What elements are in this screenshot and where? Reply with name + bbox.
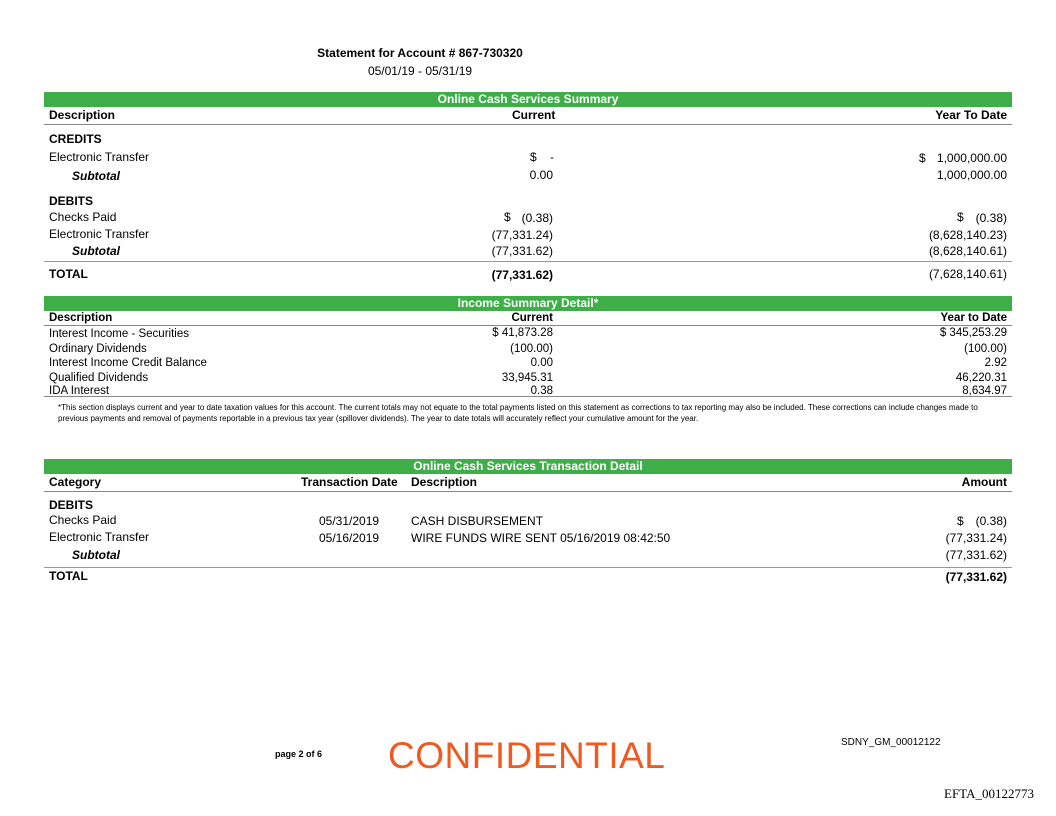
- subtotal-ytd: 1,000,000.00: [936, 168, 1007, 182]
- income-footnote: *This section displays current and year to date taxation values for this account. The current totals may not equate to the total payments listed on this statement as corrections to tax reporting may also be included. These corrections can include changes made to previous payments and removal of payments reportable in a previous tax year (spillover dividends). The year to date totals will accurately reflect your cumulative amount for the year.: [58, 403, 978, 423]
- summary-row: [44, 227, 1012, 244]
- transaction-category: Electronic Transfer: [49, 530, 150, 544]
- summary-total-row: [44, 261, 1012, 282]
- summary-row: [44, 149, 1012, 166]
- total-ytd: (7,628,140.61): [928, 267, 1007, 281]
- row-ytd: (8,628,140.23): [928, 228, 1007, 242]
- transaction-row: [44, 513, 1012, 530]
- transaction-debits-heading: [44, 492, 1012, 513]
- total-label: TOTAL: [49, 569, 88, 583]
- income-row: [44, 384, 1012, 397]
- income-current: 0.00: [530, 357, 553, 369]
- row-current: -: [550, 150, 554, 164]
- income-row: [44, 370, 1012, 385]
- income-row: [44, 326, 1012, 341]
- subtotal-label: Subtotal: [72, 548, 120, 562]
- transaction-amount: (77,331.24): [945, 531, 1007, 545]
- subtotal-label: Subtotal: [72, 169, 120, 183]
- currency-symbol: $: [919, 151, 926, 165]
- confidential-stamp: CONFIDENTIAL: [388, 735, 666, 776]
- income-ytd: 2.92: [984, 357, 1007, 369]
- row-description: Electronic Transfer: [49, 227, 150, 241]
- col-current: Current: [512, 108, 556, 122]
- income-summary-section: [44, 296, 1012, 424]
- transaction-total-row: [44, 567, 1012, 588]
- row-ytd: (0.38): [975, 211, 1007, 225]
- row-current: (77,331.24): [491, 228, 553, 242]
- income-row: [44, 341, 1012, 356]
- col-category: Category: [49, 475, 102, 489]
- subtotal-label: Subtotal: [72, 244, 120, 258]
- income-current: (100.00): [510, 342, 553, 355]
- income-current: $ 41,873.28: [492, 327, 553, 339]
- col-current: Current: [511, 312, 553, 324]
- row-current: (0.38): [521, 211, 553, 225]
- credits-heading-row: [44, 125, 1012, 149]
- currency-symbol: $: [530, 150, 537, 164]
- credits-subtotal-row: [44, 166, 1012, 183]
- debits-label: DEBITS: [49, 498, 94, 512]
- transaction-category: Checks Paid: [49, 513, 117, 527]
- debits-label: DEBITS: [49, 194, 94, 208]
- section-bar-transactions: Online Cash Services Transaction Detail: [44, 459, 1012, 474]
- col-ytd: Year to Date: [940, 312, 1007, 324]
- transaction-description: WIRE FUNDS WIRE SENT 05/16/2019 08:42:50: [411, 531, 671, 545]
- income-description: Qualified Dividends: [49, 371, 149, 384]
- col-description: Description: [411, 475, 478, 489]
- total-current: (77,331.62): [491, 268, 553, 282]
- efta-number: EFTA_00122773: [944, 786, 1034, 801]
- row-ytd: 1,000,000.00: [936, 151, 1007, 165]
- section-bar-summary: Online Cash Services Summary: [44, 92, 1012, 107]
- col-description: Description: [49, 108, 116, 122]
- income-ytd: 8,634.97: [962, 385, 1007, 397]
- income-description: Interest Income Credit Balance: [49, 357, 207, 369]
- income-current: 33,945.31: [501, 371, 553, 384]
- cash-summary-section: [44, 92, 1012, 282]
- col-ytd: Year To Date: [935, 108, 1007, 122]
- summary-row: [44, 210, 1012, 227]
- income-ytd: $ 345,253.29: [939, 327, 1007, 339]
- transaction-date: 05/16/2019: [319, 531, 380, 545]
- income-ytd: 46,220.31: [955, 371, 1007, 384]
- income-current: 0.38: [530, 385, 553, 397]
- transaction-subtotal-row: [44, 547, 1012, 564]
- col-transaction-date: Transaction Date: [301, 475, 398, 489]
- income-description: IDA Interest: [49, 385, 110, 397]
- credits-label: CREDITS: [49, 132, 102, 146]
- transaction-amount: (0.38): [975, 514, 1007, 528]
- section-bar-income: Income Summary Detail*: [44, 296, 1012, 311]
- transaction-row: [44, 530, 1012, 547]
- statement-period: 05/01/19 - 05/31/19: [367, 64, 473, 78]
- subtotal-current: (77,331.62): [491, 244, 553, 258]
- col-amount: Amount: [961, 475, 1007, 489]
- transaction-date: 05/31/2019: [319, 514, 380, 528]
- subtotal-ytd: (8,628,140.61): [928, 244, 1007, 258]
- debits-subtotal-row: [44, 244, 1012, 261]
- row-description: Checks Paid: [49, 210, 117, 224]
- total-amount: (77,331.62): [945, 570, 1007, 584]
- page-number: page 2 of 6: [275, 749, 323, 759]
- income-description: Interest Income - Securities: [49, 328, 189, 340]
- row-description: Electronic Transfer: [49, 150, 150, 164]
- currency-symbol: $: [957, 210, 964, 224]
- statement-title: Statement for Account # 867-730320: [317, 46, 523, 60]
- debits-heading-row: [44, 183, 1012, 210]
- currency-symbol: $: [957, 514, 964, 528]
- income-description: Ordinary Dividends: [49, 342, 147, 355]
- subtotal-amount: (77,331.62): [945, 548, 1007, 562]
- income-row: [44, 355, 1012, 370]
- transaction-column-headers: [44, 474, 1012, 492]
- col-description: Description: [49, 312, 113, 324]
- subtotal-current: 0.00: [529, 168, 553, 182]
- summary-column-headers: [44, 107, 1012, 125]
- transaction-detail-section: [44, 459, 1012, 588]
- income-ytd: (100.00): [964, 342, 1007, 355]
- bates-number: SDNY_GM_00012122: [841, 737, 941, 748]
- total-label: TOTAL: [49, 267, 88, 281]
- currency-symbol: $: [504, 210, 511, 224]
- income-column-headers: [44, 311, 1012, 326]
- transaction-description: CASH DISBURSEMENT: [411, 514, 544, 528]
